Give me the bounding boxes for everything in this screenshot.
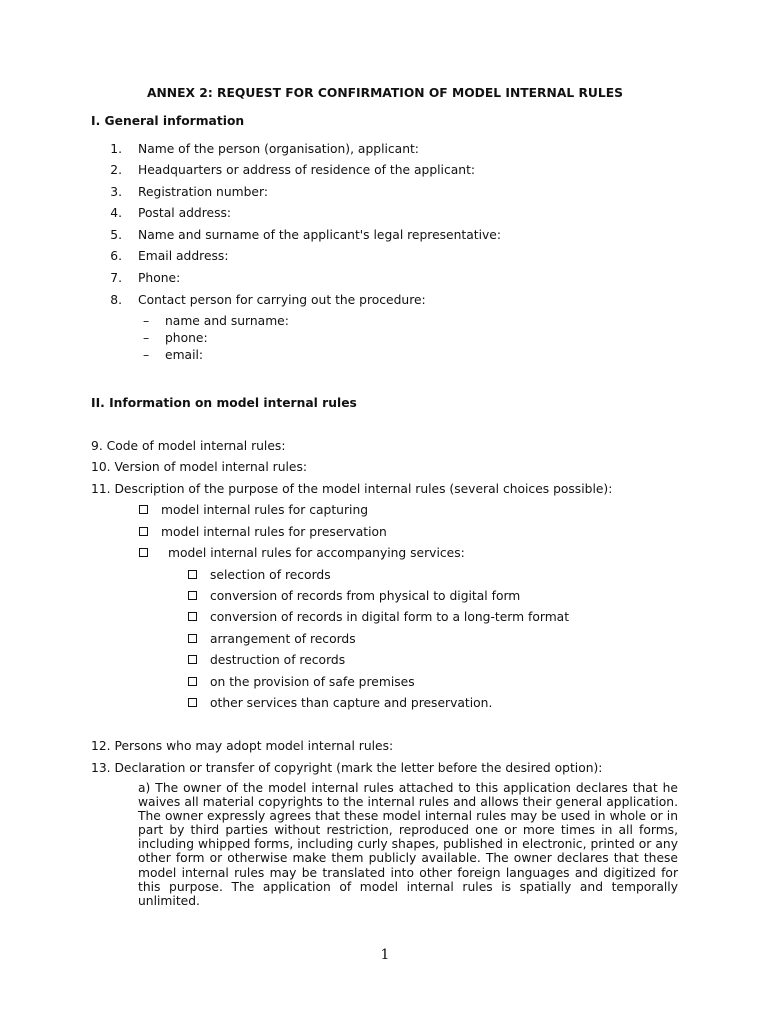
sub-list-item: phone: <box>165 331 208 345</box>
checkbox-icon[interactable] <box>188 612 197 621</box>
section-1-heading: I. General information <box>91 114 245 128</box>
list-item: Email address: <box>138 249 229 263</box>
service-option: arrangement of records <box>210 632 356 646</box>
list-item: Contact person for carrying out the procedure: <box>138 293 426 307</box>
list-item: Headquarters or address of residence of the applicant: <box>138 163 476 177</box>
list-item: Registration number: <box>138 185 268 199</box>
document-title: ANNEX 2: REQUEST FOR CONFIRMATION OF MODEL INTERNAL RULES <box>147 86 623 100</box>
item-number: 2. <box>110 163 122 177</box>
item-12: 12. Persons who may adopt model internal rules: <box>91 739 394 753</box>
item-11: 11. Description of the purpose of the model internal rules (several choices possible): <box>91 482 613 496</box>
list-item: Name of the person (organisation), applicant: <box>138 142 419 156</box>
dash-bullet: – <box>143 331 150 345</box>
item-number: 5. <box>110 228 122 242</box>
service-option: destruction of records <box>210 653 346 667</box>
checkbox-icon[interactable] <box>188 591 197 600</box>
checkbox-icon[interactable] <box>139 505 148 514</box>
purpose-option: model internal rules for preservation <box>161 525 387 539</box>
checkbox-icon[interactable] <box>188 655 197 664</box>
item-10: 10. Version of model internal rules: <box>91 460 308 474</box>
item-number: 8. <box>110 293 122 307</box>
item-9: 9. Code of model internal rules: <box>91 439 286 453</box>
item-number: 7. <box>110 271 122 285</box>
list-item: Phone: <box>138 271 181 285</box>
service-option: other services than capture and preservation. <box>210 696 493 710</box>
declaration-option-a: a) The owner of the model internal rules attached to this application declares that he waives all material copyrights to the internal rules and allows their general application. The owner expressly agrees that these model internal rules may be used in whole or in part by third parties without restriction, reproduced one or more times in all forms, including whipped forms, including curly shapes, published in electronic, printed or any other form or otherwise make them publicly available. The owner declares that these model internal rules may be translated into other foreign languages and digitized for this purpose. The application of model internal rules is spatially and temporally unlimited. <box>138 781 678 908</box>
purpose-option: model internal rules for accompanying services: <box>168 546 465 560</box>
page-number: 1 <box>380 947 390 963</box>
dash-bullet: – <box>143 348 150 362</box>
item-number: 6. <box>110 249 122 263</box>
service-option: on the provision of safe premises <box>210 675 415 689</box>
purpose-option: model internal rules for capturing <box>161 503 369 517</box>
item-number: 1. <box>110 142 122 156</box>
list-item: Postal address: <box>138 206 232 220</box>
item-number: 4. <box>110 206 122 220</box>
item-13: 13. Declaration or transfer of copyright (mark the letter before the desired option): <box>91 761 603 775</box>
service-option: selection of records <box>210 568 331 582</box>
checkbox-icon[interactable] <box>188 698 197 707</box>
section-2-heading: II. Information on model internal rules <box>91 396 357 410</box>
item-number: 3. <box>110 185 122 199</box>
checkbox-icon[interactable] <box>139 548 148 557</box>
checkbox-icon[interactable] <box>139 527 148 536</box>
service-option: conversion of records from physical to digital form <box>210 589 521 603</box>
sub-list-item: email: <box>165 348 204 362</box>
service-option: conversion of records in digital form to a long-term format <box>210 610 570 624</box>
checkbox-icon[interactable] <box>188 570 197 579</box>
checkbox-icon[interactable] <box>188 634 197 643</box>
list-item: Name and surname of the applicant's legal representative: <box>138 228 501 242</box>
sub-list-item: name and surname: <box>165 314 289 328</box>
checkbox-icon[interactable] <box>188 677 197 686</box>
dash-bullet: – <box>143 314 150 328</box>
